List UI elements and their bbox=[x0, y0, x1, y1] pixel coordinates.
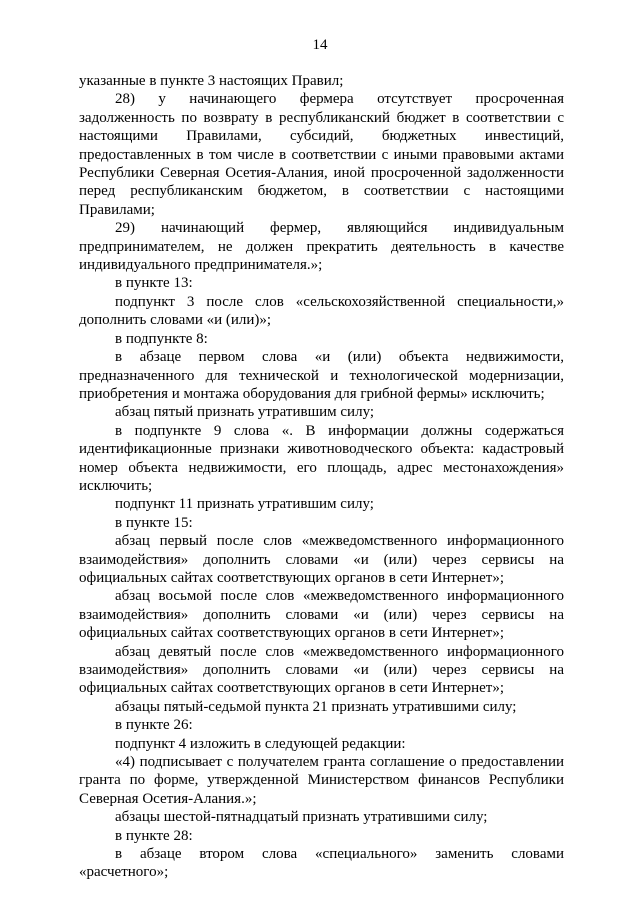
paragraph: указанные в пункте 3 настоящих Правил; bbox=[79, 73, 344, 89]
paragraph: абзац девятый после слов «межведомственного информационного взаимодействия» дополнить словами «и (или) через сервисы на официальных сайтах соответствующих органов в сети Интернет»; bbox=[79, 643, 564, 697]
paragraph: в абзаце втором слова «специального» заменить словами «расчетного»; bbox=[79, 846, 564, 881]
paragraph: подпункт 3 после слов «сельскохозяйственной специальности,» дополнить словами «и (или)»; bbox=[79, 293, 564, 329]
paragraph: в подпункте 8: bbox=[115, 330, 208, 347]
paragraph: 29) начинающий фермер, являющийся индивидуальным предпринимателем, не должен прекратить деятельность в качестве индивидуального предпринимателя.»; bbox=[79, 220, 564, 274]
document-body bbox=[79, 72, 564, 882]
paragraph: «4) подписывает с получателем гранта соглашение о предоставлении гранта по форме, утвержденной Министерством финансов Республики Северная Осетия-Алания.»; bbox=[79, 754, 564, 807]
paragraph: абзацы шестой-пятнадцатый признать утратившими силу; bbox=[115, 809, 488, 826]
paragraph: подпункт 4 изложить в следующей редакции: bbox=[115, 735, 406, 752]
paragraph: в подпункте 9 слова «. В информации должны содержаться идентификационные признаки животноводческого объекта: кадастровый номер объекта недвижимости, его площадь, адрес местонахождения» исключить; bbox=[79, 422, 564, 494]
page-number: 14 bbox=[312, 37, 328, 53]
paragraph: абзац пятый признать утратившим силу; bbox=[115, 404, 375, 421]
paragraph: подпункт 11 признать утратившим силу; bbox=[115, 496, 374, 513]
paragraph: 28) у начинающего фермера отсутствует просроченная задолженность по возврату в республиканский бюджет в соответствии с настоящими Правилами, субсидий, бюджетных инвестиций, предоставленных в том числе в соответствии с иными правовыми актами Республики Северная Осетия-Алания, иной просроченной задолженности перед республиканским бюджетом, в соответствии с настоящими Правилами; bbox=[79, 91, 564, 218]
paragraph: в абзаце первом слова «и (или) объекта недвижимости, предназначенного для технической и технологической модернизации, приобретения и монтажа оборудования для грибной фермы» исключить; bbox=[79, 349, 564, 402]
paragraph: в пункте 28: bbox=[115, 827, 193, 844]
paragraph: абзацы пятый-седьмой пункта 21 признать утратившими силу; bbox=[115, 698, 517, 715]
paragraph: абзац первый после слов «межведомственного информационного взаимодействия» дополнить словами «и (или) через сервисы на официальных сайтах соответствующих органов в сети Интернет»; bbox=[79, 533, 564, 586]
paragraph: в пункте 15: bbox=[115, 514, 193, 531]
paragraph: абзац восьмой после слов «межведомственного информационного взаимодействия» дополнить словами «и (или) через сервисы на официальных сайтах соответствующих органов в сети Интернет»; bbox=[79, 588, 564, 642]
paragraph: в пункте 13: bbox=[115, 275, 193, 292]
paragraph: в пункте 26: bbox=[115, 717, 193, 734]
